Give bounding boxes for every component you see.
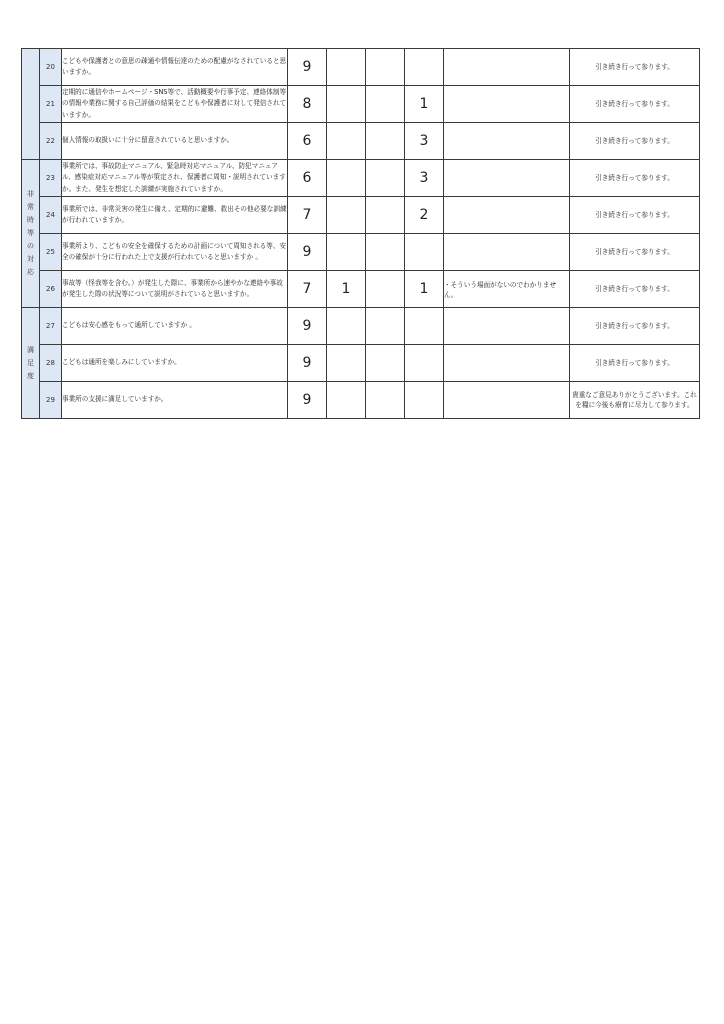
question-text: 個人情報の取扱いに十分に留意されていると思いますか。 (62, 123, 288, 160)
count-unknown: 3 (405, 160, 444, 197)
count-yes: 9 (288, 345, 327, 382)
facility-reply: 引き続き行って参ります。 (570, 308, 700, 345)
facility-reply: 引き続き行って参ります。 (570, 234, 700, 271)
row-number: 22 (40, 123, 62, 160)
guardian-comment (444, 86, 570, 123)
row-number: 29 (40, 382, 62, 419)
table-row (22, 308, 700, 345)
category-label-satisfaction: 満足度 (22, 308, 40, 419)
row-number: 26 (40, 271, 62, 308)
count-unknown (405, 49, 444, 86)
table-row (22, 160, 700, 197)
category-cell-empty (22, 49, 40, 160)
category-label-emergency: 非常時等の対応 (22, 160, 40, 308)
count-neutral (327, 345, 366, 382)
guardian-comment (444, 234, 570, 271)
count-unknown (405, 345, 444, 382)
count-no (366, 49, 405, 86)
facility-reply: 引き続き行って参ります。 (570, 197, 700, 234)
question-text: 事業所では、事故防止マニュアル、緊急時対応マニュアル、防犯マニュアル、感染症対応マニュアル等が策定され、保護者に周知・説明されていますか。また、発生を想定した訓練が実施されていますか。 (62, 160, 288, 197)
row-number: 24 (40, 197, 62, 234)
row-number: 27 (40, 308, 62, 345)
guardian-comment (444, 49, 570, 86)
table-row (22, 49, 700, 86)
table-row (22, 234, 700, 271)
count-unknown (405, 308, 444, 345)
question-text: こどもは安心感をもって通所していますか 。 (62, 308, 288, 345)
count-no (366, 86, 405, 123)
row-number: 21 (40, 86, 62, 123)
count-neutral (327, 49, 366, 86)
count-neutral (327, 123, 366, 160)
count-yes: 6 (288, 160, 327, 197)
count-neutral (327, 86, 366, 123)
question-text: 定期的に通信やホームページ・SNS等で、活動概要や行事予定、連絡体制等の情報や業務に関する自己評価の結果をこどもや保護者に対して発信されていますか。 (62, 86, 288, 123)
row-number: 28 (40, 345, 62, 382)
question-text: 事業所の支援に満足していますか。 (62, 382, 288, 419)
count-yes: 6 (288, 123, 327, 160)
facility-reply: 引き続き行って参ります。 (570, 123, 700, 160)
row-number: 23 (40, 160, 62, 197)
count-yes: 8 (288, 86, 327, 123)
table-row (22, 271, 700, 308)
table-row (22, 197, 700, 234)
facility-reply: 貴重なご意見ありがとうございます。これを糧に今後も療育に尽力して参ります。 (570, 382, 700, 419)
guardian-comment (444, 123, 570, 160)
guardian-comment (444, 308, 570, 345)
question-text: 事故等（怪我等を含む。）が発生した際に、事業所から速やかな連絡や事故が発生した際の状況等について説明がされていると思いますか。 (62, 271, 288, 308)
table-row (22, 123, 700, 160)
count-no (366, 382, 405, 419)
question-text: 事業所より、こどもの安全を確保するための計画について周知される等、安全の確保が十分に行われた上で支援が行われていると思いますか 。 (62, 234, 288, 271)
count-neutral (327, 197, 366, 234)
guardian-comment (444, 345, 570, 382)
count-neutral (327, 308, 366, 345)
count-unknown: 3 (405, 123, 444, 160)
table-row (22, 86, 700, 123)
count-yes: 9 (288, 308, 327, 345)
count-unknown (405, 234, 444, 271)
guardian-comment (444, 160, 570, 197)
facility-reply: 引き続き行って参ります。 (570, 345, 700, 382)
count-no (366, 345, 405, 382)
row-number: 25 (40, 234, 62, 271)
facility-reply: 引き続き行って参ります。 (570, 271, 700, 308)
facility-reply: 引き続き行って参ります。 (570, 49, 700, 86)
guardian-comment: ・そういう場面がないのでわかりません。 (444, 271, 570, 308)
count-neutral (327, 234, 366, 271)
count-no (366, 123, 405, 160)
count-neutral (327, 160, 366, 197)
table-row (22, 382, 700, 419)
count-yes: 9 (288, 234, 327, 271)
count-yes: 7 (288, 197, 327, 234)
count-yes: 7 (288, 271, 327, 308)
count-no (366, 271, 405, 308)
question-text: こどもや保護者との意思の疎通や情報伝達のための配慮がなされていると思いますか。 (62, 49, 288, 86)
count-neutral (327, 382, 366, 419)
facility-reply: 引き続き行って参ります。 (570, 160, 700, 197)
count-yes: 9 (288, 382, 327, 419)
facility-reply: 引き続き行って参ります。 (570, 86, 700, 123)
question-text: こどもは通所を楽しみにしていますか。 (62, 345, 288, 382)
count-unknown: 2 (405, 197, 444, 234)
count-unknown (405, 382, 444, 419)
count-no (366, 160, 405, 197)
row-number: 20 (40, 49, 62, 86)
survey-table (21, 48, 700, 419)
question-text: 事業所では、非常災害の発生に備え、定期的に避難、救出その他必要な訓練が行われていますか。 (62, 197, 288, 234)
count-no (366, 197, 405, 234)
count-no (366, 234, 405, 271)
count-no (366, 308, 405, 345)
count-unknown: 1 (405, 271, 444, 308)
count-neutral: 1 (327, 271, 366, 308)
table-row (22, 345, 700, 382)
count-unknown: 1 (405, 86, 444, 123)
guardian-comment (444, 382, 570, 419)
guardian-comment (444, 197, 570, 234)
count-yes: 9 (288, 49, 327, 86)
